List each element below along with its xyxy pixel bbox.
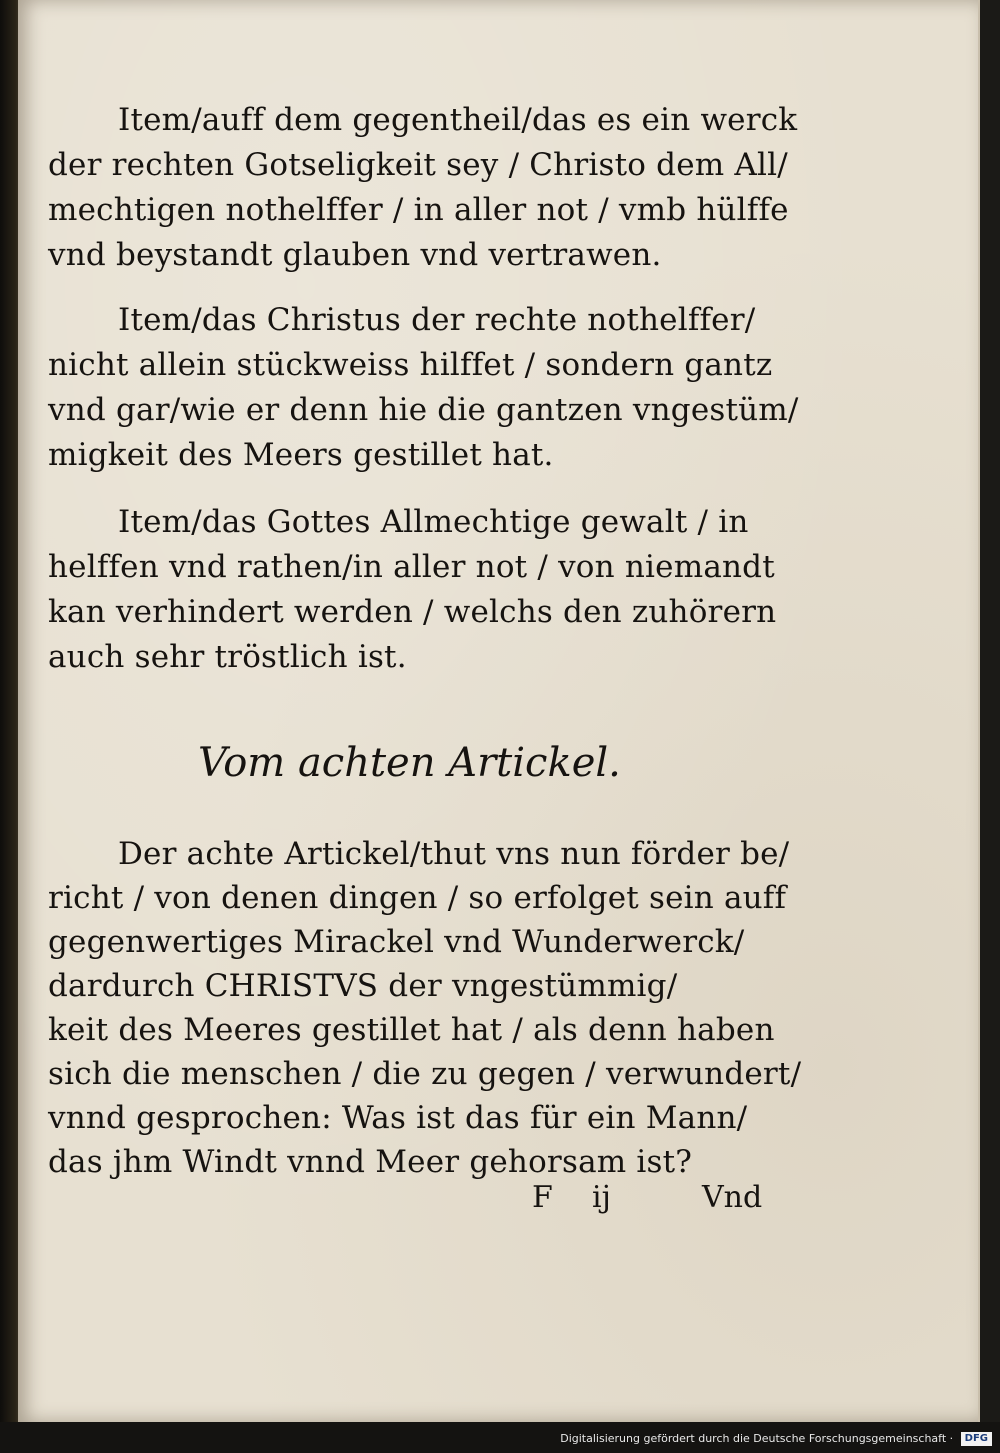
section-heading: Vom achten Artickel. (198, 740, 621, 786)
text-line: migkeit des Meers gestillet hat. (48, 437, 554, 473)
text-line: der rechten Gotseligkeit sey / Christo dem All∕ (48, 147, 788, 183)
text-line: Item/das Christus der rechte nothelffer/ (118, 302, 756, 338)
text-line: Der achte Artickel/thut vns nun förder be∕ (118, 836, 790, 872)
text-line: sich die menschen / die zu gegen / verwundert/ (48, 1056, 802, 1092)
paragraph-2 (48, 298, 799, 478)
text-line: keit des Meeres gestillet hat / als denn haben (48, 1012, 775, 1048)
text-line: vnd gar/wie er denn hie die gantzen vngestüm∕ (48, 392, 799, 428)
signature-mark: F (532, 1180, 553, 1215)
paragraph-1 (48, 98, 798, 278)
text-line: Item/das Gottes Allmechtige gewalt / in (118, 504, 749, 540)
text-line: das jhm Windt vnnd Meer gehorsam ist? (48, 1144, 693, 1180)
book-page (18, 0, 980, 1422)
text-line: auch sehr tröstlich ist. (48, 639, 407, 675)
text-line: helffen vnd rathen/in aller not / von niemandt (48, 549, 775, 585)
text-line: vnnd gesprochen: Was ist das für ein Mann/ (48, 1100, 748, 1136)
catchword: Vnd (702, 1180, 763, 1215)
text-line: kan verhindert werden / welchs den zuhörern (48, 594, 777, 630)
credit-text: Digitalisierung gefördert durch die Deutsche Forschungsgemeinschaft · (560, 1432, 954, 1445)
text-line: vnd beystandt glauben vnd vertrawen. (48, 237, 662, 273)
funding-credit (560, 1432, 992, 1446)
text-line: nicht allein stückweiss hilffet / sondern gantz (48, 347, 773, 383)
folio-number: ij (592, 1180, 611, 1215)
credit-bar (0, 1422, 1000, 1453)
text-line: richt / von denen dingen / so erfolget sein auff (48, 880, 787, 916)
text-line: Item/auff dem gegentheil/das es ein werck (118, 102, 798, 138)
section-paragraph (48, 832, 802, 1184)
text-line: gegenwertiges Mirackel vnd Wunderwerck/ (48, 924, 745, 960)
text-line: mechtigen nothelffer / in aller not / vmb hülffe (48, 192, 789, 228)
paragraph-3 (48, 500, 788, 680)
text-line: dardurch CHRISTVS der vngestümmig∕ (48, 968, 678, 1004)
dfg-logo-icon: DFG (961, 1432, 992, 1446)
